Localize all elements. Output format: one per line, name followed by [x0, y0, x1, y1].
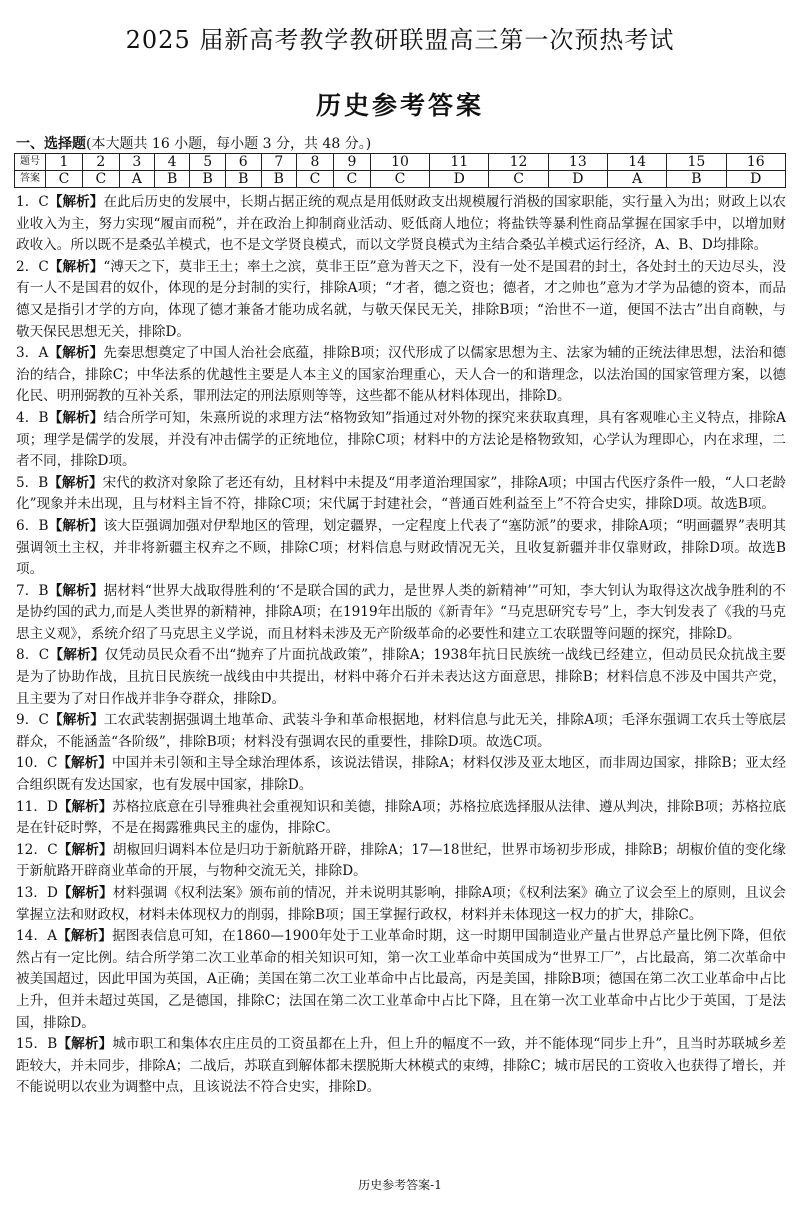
- item-answer: 12．C: [16, 841, 58, 858]
- item-tag: 【解析】: [57, 798, 113, 815]
- item-text: 工农武装割据强调土地革命、武装斗争和革命根据地，材料信息与此无关，排除A项；毛泽东强调工农兵士等底层群众，不能涵盖“各阶级”，排除B项；材料没有强调农民的重要性，排除D项。故选C项。: [16, 712, 786, 750]
- explanation-item: [16, 516, 786, 581]
- item-text: 宋代的救济对象除了老还有幼，且材料中未提及“用孝道治理国家”，排除A项；中国古代医疗条件一般，“人口老龄化”现象并未出现，且与材料主旨不符，排除C项；宋代属于封建社会，“普通百姓利益至上”不符合史实，排除D项。故选B项。: [16, 474, 787, 513]
- item-text: 苏格拉底意在引导雅典社会重视知识和美德，排除A项；苏格拉底选择服从法律、遵从判决，排除B项；苏格拉底是在针砭时弊，不是在揭露雅典民主的虚伪，排除C。: [16, 798, 787, 837]
- question-number-cell: 16: [726, 154, 785, 171]
- item-tag: 【解析】: [48, 194, 104, 210]
- explanation-item: [16, 581, 786, 646]
- answer-cell: D: [548, 171, 607, 188]
- item-tag: 【解析】: [57, 1036, 113, 1053]
- exam-title: 2025 届新高考教学教研联盟高三第一次预热考试: [125, 26, 675, 54]
- item-text: 材料强调《权利法案》颁布前的情况，并未说明其影响，排除A项；《权利法案》确立了议会至上的原则，且议会掌握立法和财政权，材料未体现权力的削弱，排除B项；国王掌握行政权，材料并未体现这一权力的扩大，排除C。: [16, 885, 787, 923]
- answer-cell: A: [119, 171, 154, 188]
- question-number-cell: 7: [261, 154, 297, 171]
- row-label-answers: 答案: [15, 171, 46, 188]
- item-tag: 【解析】: [48, 712, 104, 729]
- item-answer: 6．B: [16, 517, 49, 534]
- answer-cell: A: [607, 171, 666, 188]
- question-number-cell: 5: [190, 154, 226, 171]
- explanation-item: [16, 797, 786, 840]
- item-answer: 15．B: [16, 1036, 58, 1053]
- answer-cell: C: [333, 171, 370, 188]
- item-text: 据材料“世界大战取得胜利的‘不是联合国的武力，是世界人类的新精神’”可知，李大钊认为取得这次战争胜利的不是协约国的武力,而是人类世界的新精神，排除A项；在1919年出版的《新青年》“马克思研究专号”上，李大钊发表了《我的马克思主义观》，系统介绍了马克思主义学说，而且材料未涉及无产阶级革命的必要性和建立工农联盟等问题的探究，排除D。: [16, 582, 786, 642]
- answer-cell: C: [82, 171, 119, 188]
- item-text: 在此后历史的发展中，长期占据正统的观点是用低财政支出规模履行消极的国家职能，实行量入为出；财政上以农业收入为主，努力实现“履亩而税”，并在政治上抑制商业活动、贬低商人地位；将盐铁等暴利性商品掌握在国家手中，以增加财政收入。所以既不是桑弘羊模式，也不是文学贤良模式，而以文学贤良模式为主结合桑弘羊模式运行经济，A、B、D均排除。: [16, 194, 786, 254]
- answer-key-title: 历史参考答案: [315, 91, 484, 120]
- question-number-cell: 1: [46, 154, 83, 171]
- question-number-cell: 4: [154, 154, 190, 171]
- item-text: 据图表信息可知，在1860—1900年处于工业革命时期，这一时期甲国制造业产量占世界总产量比例下降，但依然占有一定比例。结合所学第二次工业革命的相关知识可知，第一次工业革命中英国成为“世界工厂”，占比最高，第二次革命中被美国超过，因此甲国为英国，A正确；美国在第二次工业革命中占比最高，丙是美国，排除B项；德国在第二次工业革命中占比上升，但并未超过英国，乙是德国，排除C；法国在第二次工业革命中占比下降，且在第一次工业革命中占比少于英国，丁是法国，排除D。: [16, 928, 786, 1031]
- item-tag: 【解析】: [48, 258, 104, 275]
- explanation-item: [16, 645, 786, 710]
- answer-cell: B: [154, 171, 190, 188]
- item-text: 胡椒回归调料本位是归功于新航路开辟，排除A；17—18世纪，世界市场初步形成，排除B；胡椒价值的变化缘于新航路开辟商业革命的开展，与物种交流无关，排除D。: [16, 841, 786, 880]
- item-text: 城市职工和集体农庄庄员的工资虽都在上升，但上升的幅度不一致，并不能体现“同步上升”，且当时苏联城乡差距较大，并未同步，排除A；二战后，苏联直到解体都未摆脱斯大林模式的束缚，排除C；城市居民的工资收入也获得了增长，并不能说明以农业为调整中点，且该说法不符合史实，排除D。: [16, 1036, 786, 1096]
- explanation-item: [16, 926, 786, 1034]
- item-text: 仅凭动员民众看不出“抛弃了片面抗战政策”，排除A；1938年抗日民族统一战线已经建立，但动员民众抗战主要是为了协助作战，且抗日民族统一战线由中共提出，材料中蒋介石并未表达这方面意思，排除B；材料信息不涉及中国共产党，且主要为了对日作战并非争夺群众，排除D。: [16, 647, 787, 707]
- item-tag: 【解析】: [57, 885, 113, 901]
- answer-cell: D: [726, 171, 785, 188]
- question-number-cell: 6: [225, 154, 261, 171]
- item-text: 先秦思想奠定了中国人治社会底蕴，排除B项；汉代形成了以儒家思想为主、法家为辅的正统法律思想，法治和德治的结合，排除C；中华法系的优越性主要是人本主义的国家治理重心，天人合一的和谐理念，以法治国的国家管理方案，以德化民、明刑弼教的互补关系，罪刑法定的刑法原则等等，这些都不能从材料体现出，排除D。: [16, 345, 786, 405]
- item-text: 该大臣强调加强对伊犁地区的管理，划定疆界，一定程度上代表了“塞防派”的要求，排除A项；“明画疆界”表明其强调领土主权，并非将新疆主权弃之不顾，排除C项；材料信息与财政情况无关，且收复新疆并非仅靠财政，排除D项。故选B项。: [16, 517, 787, 578]
- item-tag: 【解析】: [48, 474, 103, 491]
- answer-cell: B: [667, 171, 726, 188]
- row-label-numbers: 题号: [15, 154, 46, 171]
- question-number-cell: 2: [82, 154, 119, 171]
- section-note: (本大题共 16 小题，每小题 3 分，共 48 分。): [86, 136, 372, 152]
- question-number-cell: 10: [370, 154, 429, 171]
- answer-row: [15, 171, 786, 188]
- explanation-item: [16, 408, 786, 473]
- question-number-cell: 9: [333, 154, 370, 171]
- item-answer: 7．B: [16, 582, 49, 599]
- item-answer: 4．B: [16, 409, 49, 426]
- answer-cell: D: [430, 171, 489, 188]
- question-number-cell: 8: [297, 154, 334, 171]
- item-tag: 【解析】: [57, 841, 113, 858]
- item-tag: 【解析】: [48, 517, 104, 534]
- explanation-item: [16, 753, 786, 796]
- question-number-cell: 14: [607, 154, 666, 171]
- explanation-item: [16, 257, 786, 343]
- explanation-item: [16, 192, 786, 257]
- question-number-cell: 15: [667, 154, 726, 171]
- item-tag: 【解析】: [48, 345, 104, 362]
- explanation-item: [16, 840, 786, 883]
- item-tag: 【解析】: [57, 755, 112, 772]
- item-answer: 14．A: [16, 928, 58, 945]
- explanation-item: [16, 710, 786, 753]
- item-answer: 11．D: [16, 798, 58, 815]
- item-tag: 【解析】: [48, 409, 104, 426]
- page-footer: 历史参考答案-1: [358, 1178, 442, 1192]
- item-answer: 5．B: [16, 474, 49, 491]
- item-text: 结合所学可知，朱熹所说的求理方法“格物致知”指通过对外物的探究来获取真理，具有客观唯心主义特点，排除A项；理学是儒学的发展，并没有冲击儒学的正统地位，排除C项；材料中的方法论是格物致知，心学认为理即心，内在求理，二者不同，排除D项。: [16, 409, 787, 470]
- explanation-item: [16, 343, 786, 408]
- question-number-cell: 13: [548, 154, 607, 171]
- item-answer: 3．A: [16, 345, 49, 362]
- item-answer: 9．C: [16, 712, 49, 729]
- answer-cell: C: [297, 171, 334, 188]
- answer-cell: C: [370, 171, 429, 188]
- answer-table: [14, 153, 786, 188]
- question-number-row: [15, 154, 786, 171]
- question-number-cell: 12: [489, 154, 548, 171]
- item-answer: 13．D: [16, 885, 58, 901]
- section-heading: [16, 133, 371, 153]
- answer-cell: C: [489, 171, 548, 188]
- answer-cell: B: [190, 171, 226, 188]
- explanation-item: [16, 883, 786, 926]
- explanation-item: [16, 1034, 786, 1099]
- item-answer: 2．C: [16, 258, 49, 275]
- answer-cell: C: [46, 171, 83, 188]
- item-text: 中国并未引领和主导全球治理体系，该说法错误，排除A；材料仅涉及亚太地区，而非周边国家，排除B；亚太经合组织既有发达国家，也有发展中国家，排除D。: [16, 755, 786, 794]
- item-tag: 【解析】: [57, 928, 113, 945]
- question-number-cell: 11: [430, 154, 489, 171]
- item-answer: 1．C: [16, 194, 49, 210]
- item-tag: 【解析】: [48, 582, 104, 599]
- explanations: [16, 192, 786, 1099]
- item-tag: 【解析】: [49, 647, 105, 664]
- question-number-cell: 3: [119, 154, 154, 171]
- answer-cell: B: [225, 171, 261, 188]
- item-answer: 10．C: [16, 755, 58, 772]
- section-label: 一、选择题: [16, 136, 86, 152]
- item-text: “溥天之下，莫非王土；率土之滨，莫非王臣”意为普天之下，没有一处不是国君的封土，各处封土的天边尽头，没有一人不是国君的奴仆，体现的是分封制的实行，排除A项；“才者，德之资也；德者，才之帅也”意为才学为品德的资本，而品德又是指引才学的方向，体现了德才兼备才能功成名就，与敬天保民无关，排除B项；“治世不一道，便国不法古”出自商鞅，与敬天保民思想无关，排除D。: [16, 258, 786, 340]
- item-answer: 8．C: [16, 647, 50, 664]
- answer-cell: B: [261, 171, 297, 188]
- explanation-item: [16, 473, 786, 516]
